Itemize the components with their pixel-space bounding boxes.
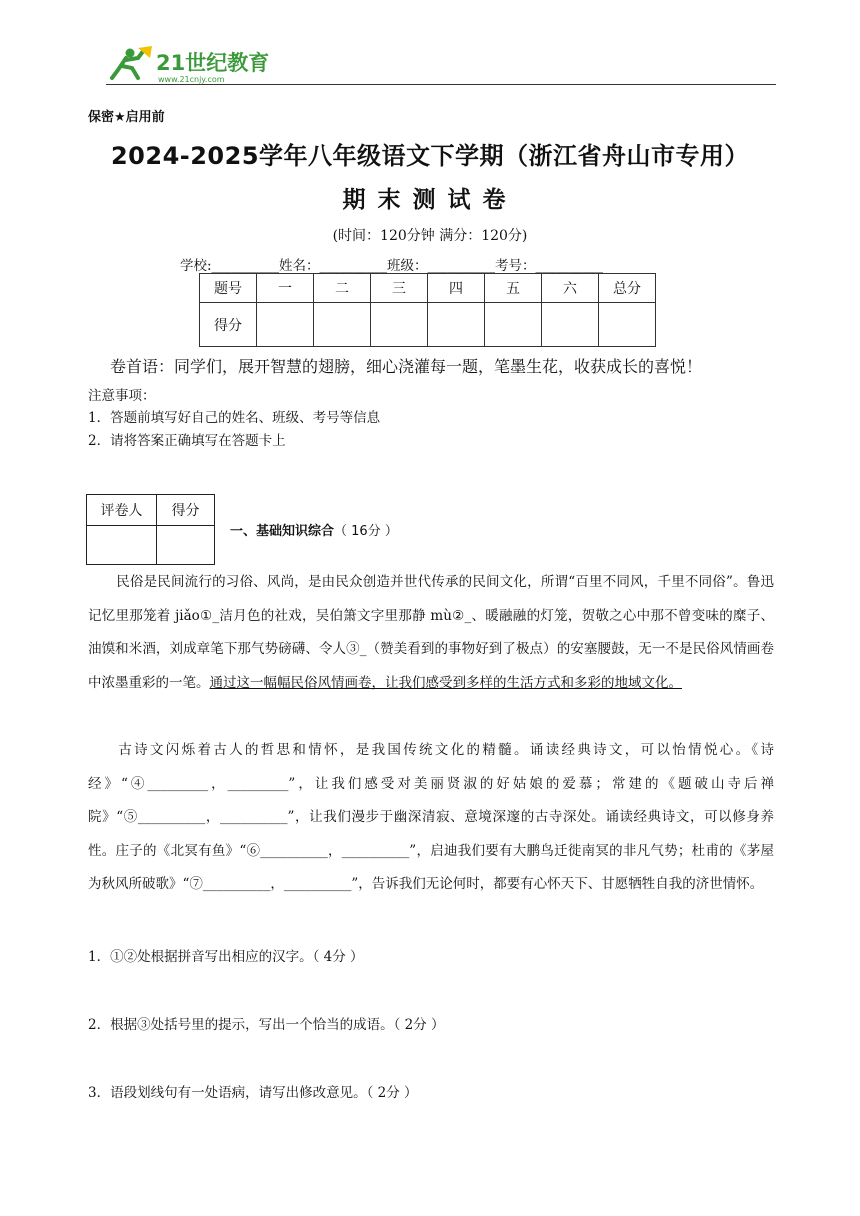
score-label: 得分 — [157, 495, 215, 526]
section-title — [230, 520, 398, 539]
underlined-sentence: 通过这一幅幅民俗风情画卷，让我们感受到多样的生活方式和多彩的地域文化。 — [209, 674, 682, 691]
section-points: （ 16分 ） — [334, 524, 398, 539]
section-title-text: 一、基础知识综合 — [230, 524, 335, 539]
site-logo — [108, 44, 278, 84]
notice-item: 2．请将答案正确填写在答题卡上 — [88, 433, 286, 449]
score-cell[interactable] — [314, 303, 371, 347]
question-3: 3．语段划线句有一处语病，请写出修改意见。（ 2分 ） — [88, 1085, 418, 1101]
score-header-cell: 题号 — [200, 274, 257, 303]
passage-paragraph-2 — [88, 734, 774, 902]
score-cell[interactable] — [428, 303, 485, 347]
score-row-label: 得分 — [200, 303, 257, 347]
score-header-cell: 二 — [314, 274, 371, 303]
score-cell[interactable] — [257, 303, 314, 347]
score-cell[interactable] — [485, 303, 542, 347]
score-table-score-row — [200, 303, 656, 347]
passage-paragraph-1 — [88, 566, 774, 700]
score-header-cell: 四 — [428, 274, 485, 303]
time-info: (时间：120分钟 满分：120分) — [332, 228, 528, 244]
logo-url: www.21cnjy.com — [158, 75, 225, 84]
question-1: 1．①②处根据拼音写出相应的汉字。（ 4分 ） — [88, 949, 364, 965]
notice-heading: 注意事项： — [88, 388, 156, 404]
grader-table — [86, 494, 215, 565]
motto: 卷首语：同学们，展开智慧的翅膀，细心浇灌每一题，笔墨生花，收获成长的喜悦！ — [110, 357, 703, 376]
passage-text: 古诗文闪烁着古人的哲思和情怀，是我国传统文化的精髓。诵读经典诗文，可以怡情悦心。《诗经》“④_________，_________”，让我们感受对美丽贤淑的好姑娘的爱慕；常建的《题破山寺后禅院》“⑤__________，__________”，让我们漫步于幽深清寂、意境深邃的古寺深处。诵读经典诗文，可以修身养性。庄子的《北冥有鱼》“⑥__________，__________”，启迪我们要有大鹏鸟迁徙南冥的非凡气势；杜甫的《茅屋为秋风所破歌》“⑦__________，__________”，告诉我们无论何时，都要有心怀天下、甘愿牺牲自我的济世情怀。 — [88, 742, 774, 892]
grader-label: 评卷人 — [87, 495, 157, 526]
score-table — [199, 273, 656, 347]
score-cell[interactable] — [371, 303, 428, 347]
logo-text: 21世纪教育 — [156, 51, 270, 75]
score-header-cell: 三 — [371, 274, 428, 303]
score-table-header-row — [200, 274, 656, 303]
secret-label: 保密★启用前 — [88, 110, 165, 125]
score-header-cell: 五 — [485, 274, 542, 303]
exam-title: 2024-2025学年八年级语文下学期（浙江省舟山市专用） — [110, 142, 750, 170]
notice-item: 1．答题前填写好自己的姓名、班级、考号等信息 — [88, 410, 381, 426]
student-info-line: 学校:__________姓名：__________班级：__________考号：__________ — [180, 258, 604, 274]
score-header-cell: 一 — [257, 274, 314, 303]
question-2: 2．根据③处括号里的提示，写出一个恰当的成语。（ 2分 ） — [88, 1017, 445, 1033]
exam-subtitle: 期末测试卷 — [342, 187, 518, 213]
score-cell[interactable] — [542, 303, 599, 347]
score-header-cell: 六 — [542, 274, 599, 303]
header-divider — [106, 84, 776, 85]
passage-text: 民俗是民间流行的习俗、风尚，是由民众创造并世代传承的民间文化，所谓“百里不同风，千里不同俗”。鲁迅记忆里那笼着 jiǎo①_洁月色的社戏，吴伯箫文字里那静 mù②_、暖融融的灯笼，贺敬之心中那不曾变味的糜子、油馍和米酒，刘成章笔下那气势磅礴、令人③_（赞美看到的事物好到了极点）的安塞腰鼓，无一不是民俗风情画卷中浓墨重彩的一笔。 — [88, 574, 774, 691]
grader-cell[interactable] — [87, 526, 157, 565]
runner-icon — [112, 46, 152, 78]
grader-score-cell[interactable] — [157, 526, 215, 565]
score-header-cell: 总分 — [599, 274, 656, 303]
score-cell[interactable] — [599, 303, 656, 347]
